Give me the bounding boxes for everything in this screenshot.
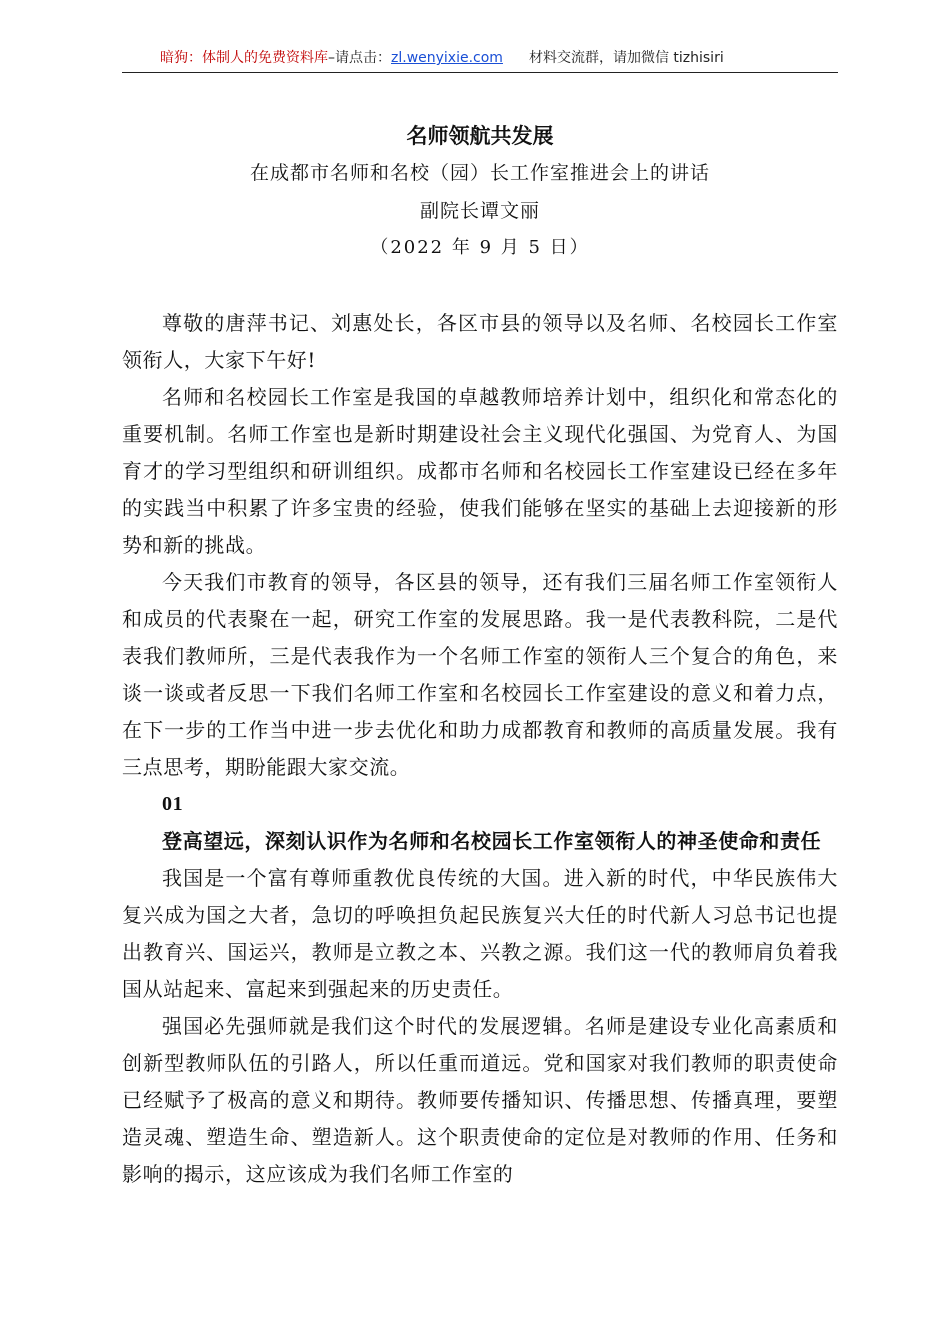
page-header [122, 44, 838, 73]
header-url-link[interactable]: zl.wenyixie.com [391, 50, 503, 66]
document-date: （2022 年 9 月 5 日） [370, 237, 590, 258]
document-body [122, 305, 838, 1193]
paragraph: 强国必先强师就是我们这个时代的发展逻辑。名师是建设专业化高素质和创新型教师队伍的引路人，所以任重而道远。党和国家对我们教师的职责使命已经赋予了极高的意义和期待。教师要传播知识、传播思想、传播真理，要塑造灵魂、塑造生命、塑造新人。这个职责使命的定位是对教师的作用、任务和影响的揭示，这应该成为我们名师工作室的 [122, 1014, 838, 1186]
document-subtitle: 在成都市名师和名校（园）长工作室推进会上的讲话 [249, 162, 710, 184]
header-group-note: 材料交流群，请加微信 tizhisiri [528, 50, 724, 66]
section-number: 01 [162, 793, 184, 815]
header-prompt: –请点击： [328, 50, 391, 66]
section-heading: 登高望远，深刻认识作为名师和名校园长工作室领衔人的神圣使命和责任 [162, 829, 822, 853]
paragraph: 我国是一个富有尊师重教优良传统的大国。进入新的时代，中华民族伟大复兴成为国之大者，急切的呼唤担负起民族复兴大任的时代新人习总书记也提出教育兴、国运兴，教师是立教之本、兴教之源。我们这一代的教师肩负着我国从站起来、富起来到强起来的历史责任。 [122, 866, 838, 1001]
paragraph: 尊敬的唐萍书记、刘惠处长，各区市县的领导以及名师、名校园长工作室领衔人，大家下午好! [122, 311, 838, 372]
header-brand: 暗狗：体制人的免费资料库 [160, 50, 328, 66]
paragraph: 今天我们市教育的领导，各区县的领导，还有我们三届名师工作室领衔人和成员的代表聚在一起，研究工作室的发展思路。我一是代表教科院，二是代表我们教师所，三是代表我作为一个名师工作室的领衔人三个复合的角色，来谈一谈或者反思一下我们名师工作室和名校园长工作室建设的意义和着力点，在下一步的工作当中进一步去优化和助力成都教育和教师的高质量发展。我有三点思考，期盼能跟大家交流。 [122, 570, 838, 779]
document-author: 副院长谭文丽 [419, 200, 540, 222]
paragraph: 名师和名校园长工作室是我国的卓越教师培养计划中，组织化和常态化的重要机制。名师工作室也是新时期建设社会主义现代化强国、为党育人、为国育才的学习型组织和研训组织。成都市名师和名校园长工作室建设已经在多年的实践当中积累了许多宝贵的经验，使我们能够在坚实的基础上去迎接新的形势和新的挑战。 [122, 385, 838, 557]
document-title: 名师领航共发展 [406, 123, 554, 148]
